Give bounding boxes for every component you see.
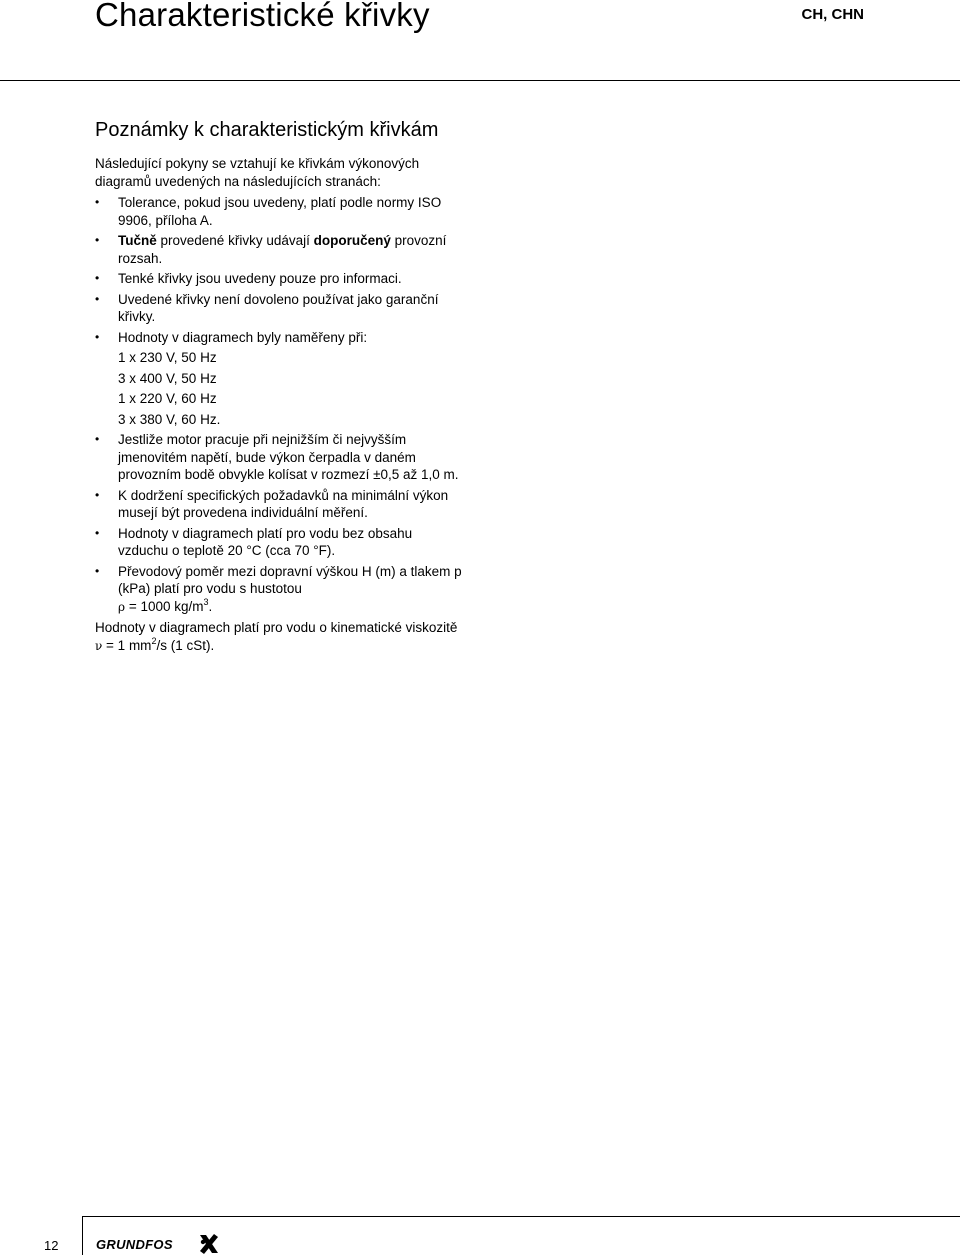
condition-item: 1 x 220 V, 60 Hz [118, 391, 217, 406]
grundfos-logo [96, 1233, 220, 1255]
viscosity-text: Hodnoty v diagramech platí pro vodu o kinematické viskozitě [95, 620, 458, 635]
page-title: Charakteristické křivky [95, 0, 430, 33]
note-thin-curves: • Tenké křivky jsou uvedeny pouze pro informaci. [95, 270, 465, 288]
page-number: 12 [44, 1238, 59, 1253]
notes-list [95, 194, 465, 616]
document-code: CH, CHN [801, 6, 864, 23]
density-symbol: ρ [118, 599, 126, 614]
intro-text: Následující pokyny se vztahují ke křivkám výkonových diagramů uvedených na následujících stranách: [95, 156, 420, 189]
note-tolerance: • Tolerance, pokud jsou uvedeny, platí podle normy ISO 9906, příloha A. [95, 194, 465, 229]
recommended-word: doporučený [313, 233, 391, 248]
footer-vertical-divider [82, 1216, 83, 1255]
density-exponent: 3 [203, 596, 209, 607]
viscosity-note [95, 619, 465, 655]
measured-text: Hodnoty v diagramech byly naměřeny při: [118, 329, 368, 345]
logo-wordmark: GRUNDFOS [96, 1237, 173, 1252]
note-conversion [95, 563, 465, 617]
viscosity-exponent: 2 [151, 635, 157, 646]
viscosity-value: = 1 mm [102, 637, 152, 653]
notes-section [95, 118, 465, 655]
density-value: = 1000 kg/m [125, 598, 204, 614]
condition-item: 1 x 230 V, 50 Hz [118, 350, 217, 365]
conditions-list [118, 349, 465, 428]
footer-divider [82, 1216, 960, 1217]
bold-note-mid: provedené křivky udávají [156, 233, 314, 248]
condition-item: 3 x 400 V, 50 Hz [118, 370, 217, 386]
section-heading: Poznámky k charakteristickým křivkám [95, 119, 439, 141]
density-end: . [208, 598, 213, 614]
bold-note-end: provozní rozsah. [118, 233, 447, 266]
header-divider [0, 80, 960, 81]
note-measured [95, 329, 465, 429]
grundfos-x-mark-icon [200, 1234, 218, 1254]
note-voltage: • Jestliže motor pracuje při nejnižším či nejvyšším jmenovitém napětí, bude výkon čerpadla v daném provozním bodě obvykle kolísat v rozmezí ±0,5 až 1,0 m. [95, 431, 465, 484]
note-bold-curves [95, 232, 465, 267]
viscosity-end: /s (1 cSt). [156, 637, 215, 653]
note-guarantee: • Uvedené křivky není dovoleno používat jako garanční křivky. [95, 291, 465, 326]
note-specific: • K dodržení specifických požadavků na minimální výkon musejí být provedena individuální měření. [95, 487, 465, 522]
conversion-text: Převodový poměr mezi dopravní výškou H (m) a tlakem p (kPa) platí pro vodu s hustotou [118, 563, 462, 596]
viscosity-symbol: ν [95, 638, 103, 653]
note-water: • Hodnoty v diagramech platí pro vodu bez obsahu vzduchu o teplotě 20 °C (cca 70 °F). [95, 525, 465, 560]
condition-item: 3 x 380 V, 60 Hz. [118, 411, 221, 427]
bold-word: Tučně [118, 233, 157, 248]
